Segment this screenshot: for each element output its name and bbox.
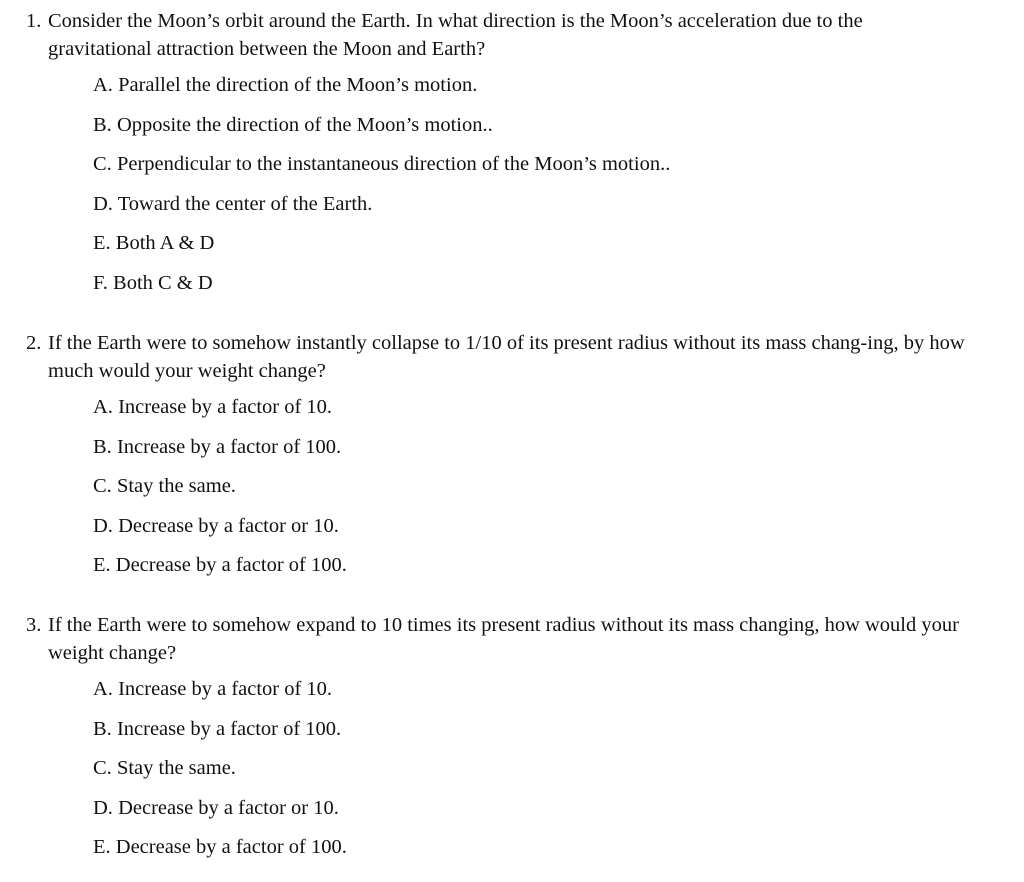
question-3-option-c bbox=[26, 749, 966, 789]
question-1-stem bbox=[26, 7, 966, 63]
option-text: Perpendicular to the instantaneous direction of the Moon’s motion.. bbox=[116, 153, 671, 175]
question-3-text: If the Earth were to somehow expand to 10 times its present radius without its mass changing, how would your weight change? bbox=[48, 614, 959, 664]
option-letter: D. bbox=[93, 192, 113, 215]
option-text: Increase by a factor of 10. bbox=[118, 396, 333, 418]
question-2 bbox=[26, 329, 966, 586]
question-1-option-e bbox=[26, 224, 966, 264]
option-letter: C. bbox=[93, 757, 112, 779]
option-text: Both C & D bbox=[113, 271, 213, 294]
question-2-options bbox=[26, 388, 966, 586]
option-text: Both A & D bbox=[115, 232, 215, 254]
option-letter: B. bbox=[93, 717, 112, 740]
question-1-text: Consider the Moon’s orbit around the Earth. In what direction is the Moon’s acceleration due to the gravitational attraction between the Moon and Earth? bbox=[48, 10, 863, 60]
option-letter: A. bbox=[93, 74, 113, 96]
question-3-option-b bbox=[26, 710, 966, 750]
question-3-option-d bbox=[26, 789, 966, 829]
option-letter: C. bbox=[93, 153, 112, 175]
question-2-stem bbox=[26, 329, 966, 385]
option-text: Opposite the direction of the Moon’s motion.. bbox=[116, 113, 493, 136]
question-3-option-a bbox=[26, 670, 966, 710]
option-letter: A. bbox=[93, 678, 113, 700]
question-2-option-d bbox=[26, 507, 966, 547]
option-text: Decrease by a factor of 100. bbox=[115, 836, 347, 858]
question-3-options bbox=[26, 670, 966, 868]
option-letter: A. bbox=[93, 396, 113, 418]
question-1 bbox=[26, 7, 966, 303]
question-3 bbox=[26, 611, 966, 868]
question-2-option-a bbox=[26, 388, 966, 428]
option-text: Increase by a factor of 10. bbox=[118, 678, 333, 700]
question-1-options bbox=[26, 66, 966, 303]
option-letter: E. bbox=[93, 836, 111, 858]
question-2-option-b bbox=[26, 428, 966, 468]
question-3-number: 3. bbox=[26, 614, 42, 636]
option-text: Parallel the direction of the Moon’s motion. bbox=[118, 74, 478, 96]
option-letter: D. bbox=[93, 796, 113, 819]
option-text: Toward the center of the Earth. bbox=[117, 192, 373, 215]
question-1-option-f bbox=[26, 264, 966, 304]
option-letter: B. bbox=[93, 113, 112, 136]
question-1-option-b bbox=[26, 106, 966, 146]
question-2-text: If the Earth were to somehow instantly collapse to 1/10 of its present radius without its mass chang-ing, by how much would your weight change? bbox=[48, 332, 965, 382]
option-text: Increase by a factor of 100. bbox=[116, 717, 342, 740]
option-text: Increase by a factor of 100. bbox=[116, 435, 342, 458]
option-text: Decrease by a factor or 10. bbox=[118, 796, 339, 819]
question-3-option-e bbox=[26, 828, 966, 868]
option-letter: B. bbox=[93, 435, 112, 458]
option-text: Decrease by a factor of 100. bbox=[115, 554, 347, 576]
option-text: Decrease by a factor or 10. bbox=[118, 514, 339, 537]
question-1-option-a bbox=[26, 66, 966, 106]
option-letter: E. bbox=[93, 232, 111, 254]
question-2-number: 2. bbox=[26, 332, 42, 354]
question-1-number: 1. bbox=[26, 10, 42, 32]
option-text: Stay the same. bbox=[116, 475, 236, 497]
option-letter: E. bbox=[93, 554, 111, 576]
question-2-option-c bbox=[26, 467, 966, 507]
option-letter: C. bbox=[93, 475, 112, 497]
question-2-option-e bbox=[26, 546, 966, 586]
question-1-option-c bbox=[26, 145, 966, 185]
option-letter: F. bbox=[93, 271, 108, 294]
question-1-option-d bbox=[26, 185, 966, 225]
option-text: Stay the same. bbox=[116, 757, 236, 779]
option-letter: D. bbox=[93, 514, 113, 537]
question-3-stem bbox=[26, 611, 966, 667]
